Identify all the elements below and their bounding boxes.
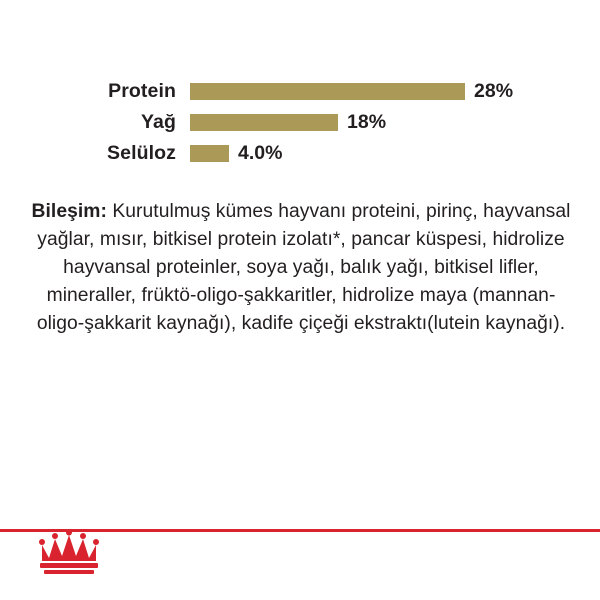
bar-row — [0, 78, 600, 104]
bar-fill — [190, 83, 465, 100]
composition-lead-label: Bileşim: — [31, 201, 107, 222]
bar-category-label: Selüloz — [107, 141, 176, 164]
bar-row — [0, 109, 600, 135]
bar-track — [190, 111, 600, 134]
bar-track — [190, 80, 600, 103]
composition-text: Kurutulmuş kümes hayvanı proteini, pirinç, hayvansal yağlar, mısır, bitkisel protein izolatı*, pancar küspesi, hidrolize hayvansal proteinler, soya yağı, balık yağı, bitkisel lifler, mineraller, früktö-oligo-şakkaritler, hidrolize maya (mannan-oligo-şakkarit kaynağı), kadife çiçeği ekstraktı(lutein kaynağı). — [36, 201, 571, 334]
bar-value-label: 4.0% — [238, 141, 283, 164]
royal-canin-crown-logo-icon — [38, 531, 112, 579]
bar-category-label: Yağ — [141, 110, 176, 133]
composition-paragraph — [28, 198, 574, 338]
bar-fill — [190, 145, 229, 162]
bar-fill — [190, 114, 338, 131]
bar-row — [0, 140, 600, 166]
bar-value-label: 18% — [347, 110, 387, 133]
bar-track — [190, 142, 600, 165]
nutrient-bar-chart — [0, 78, 600, 171]
bar-value-label: 28% — [474, 79, 514, 102]
bar-category-label: Protein — [108, 79, 176, 102]
